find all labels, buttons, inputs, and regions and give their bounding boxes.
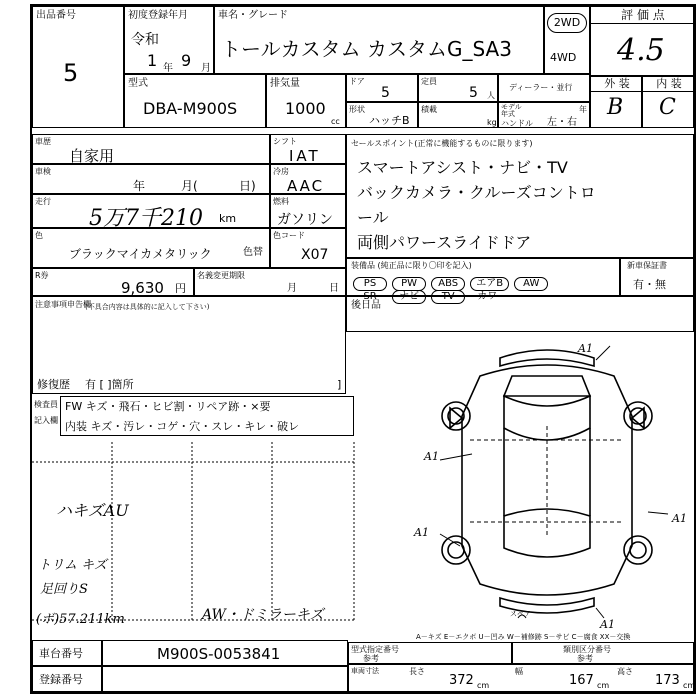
interior-cell	[642, 76, 694, 128]
mileage-label: 走行	[35, 197, 51, 206]
mileage-unit: km	[219, 212, 237, 225]
body-shape-label: 形状	[349, 105, 365, 114]
equipment-label: 装備品 (純正品に限り〇印を記入)	[351, 261, 472, 270]
color-value: ブラックマイカメタリック	[69, 247, 212, 261]
first-reg-year: 1	[147, 51, 158, 70]
fuel-cell	[270, 194, 346, 228]
color-code-cell	[270, 228, 346, 268]
lot-cell	[32, 6, 124, 128]
fuel-label: 燃料	[273, 197, 289, 206]
exterior-cell	[590, 76, 642, 128]
recycle-term-month: 月	[287, 283, 297, 294]
auction-sheet	[30, 4, 696, 694]
mark-right: A1	[672, 512, 687, 525]
frame-no-label-cell	[32, 640, 102, 666]
color-label: 色	[35, 231, 43, 240]
dealer-label: ディーラー・並行	[509, 83, 573, 92]
lot-label: 出品番号	[36, 10, 76, 21]
sales-line-2: バックカメラ・クルーズコントロ	[357, 183, 596, 202]
model-value: DBA-M900S	[143, 99, 238, 118]
equip-ps: PS	[353, 277, 387, 291]
equipment-cell	[346, 258, 620, 302]
mark-left-front: A1	[424, 450, 439, 463]
note-3: 足回りS	[40, 582, 88, 597]
mileage-value: 5万7千210	[89, 206, 203, 231]
displacement-value: 1000	[285, 99, 326, 118]
sales-points-cell	[346, 134, 694, 258]
warranty-label: 新車保証書	[627, 261, 667, 270]
capacity-label: 定員	[421, 77, 437, 86]
designation-cell	[348, 642, 512, 664]
recycle-term-cell	[194, 268, 346, 296]
equip-aw: AW	[514, 277, 548, 291]
warranty-value: 有・無	[633, 278, 666, 291]
sales-line-4: 両側パワースライドドア	[357, 233, 532, 252]
model-year-unit: 年	[579, 105, 587, 114]
frame-no-cell	[102, 640, 348, 666]
load-label: 積載	[421, 105, 437, 114]
damage-legend: A－キズ E－エクボ U－凹み W－補修跡 S－サビ C－腐食 XX－交換	[416, 633, 631, 641]
equip-airbag: エアB	[470, 277, 509, 291]
dims-label: 車両寸法	[351, 667, 379, 675]
drive-cell	[544, 6, 590, 74]
usage-label: 車歴	[35, 137, 51, 146]
checker-label-cell	[32, 398, 60, 434]
frame-no-value: M900S-0053841	[157, 645, 281, 663]
body-shape-cell	[346, 102, 418, 128]
aircon-label: 冷房	[273, 167, 289, 176]
reg-no-cell	[102, 666, 348, 692]
model-year-cell	[498, 102, 590, 128]
interior-label: 内 装	[643, 77, 695, 92]
recycle-cell	[32, 268, 194, 296]
checker-box	[60, 396, 354, 436]
load-cell	[418, 102, 498, 128]
designation-label: 型式指定番号	[351, 645, 399, 654]
postscript-label: 後日品	[351, 300, 381, 311]
dims-height-label: 高さ	[617, 667, 633, 676]
first-reg-month: 9	[181, 51, 192, 70]
capacity-value: 5	[469, 85, 478, 101]
equip-pw: PW	[392, 277, 426, 291]
displacement-label: 排気量	[270, 78, 300, 89]
equip-abs: ABS	[431, 277, 465, 291]
grade-label: 評 価 点	[591, 7, 695, 24]
displacement-unit: cc	[331, 117, 340, 126]
grade-value: 4.5	[617, 33, 665, 68]
inspection-cell	[32, 164, 270, 194]
spare-label: スペア	[510, 610, 531, 618]
category-label: 類別区分番号	[563, 645, 611, 654]
color-cell	[32, 228, 270, 268]
repair-value: 有 [ ]箇所	[85, 378, 134, 391]
handle-value: 左・右	[547, 117, 577, 128]
note-2: トリム キズ	[38, 558, 107, 573]
reg-no-label: 登録番号	[39, 673, 83, 686]
shift-cell	[270, 134, 346, 164]
dealer-cell	[498, 74, 590, 102]
car-name: トールカスタム カスタムG_SA3	[221, 37, 512, 61]
fuel-value: ガソリン	[277, 212, 333, 228]
interior-value: C	[659, 95, 676, 120]
aircon-value: AAC	[287, 177, 325, 195]
lot-number: 5	[63, 59, 79, 87]
dims-width: 167	[569, 673, 594, 688]
mark-rear: A1	[600, 618, 615, 631]
first-reg-label: 初度登録年月	[128, 10, 188, 21]
checker-row-1: FW キズ・飛石・ヒビ割・リペア跡・×要	[65, 400, 271, 413]
shift-label: シフト	[273, 137, 297, 146]
equip-tv: TV	[431, 290, 465, 304]
aircon-cell	[270, 164, 346, 194]
warranty-cell	[620, 258, 694, 296]
first-reg-month-unit: 月	[201, 63, 211, 74]
sales-points-text	[357, 155, 596, 255]
first-reg-cell	[124, 6, 214, 74]
dims-height: 173	[655, 673, 680, 688]
repair-bracket: ]	[337, 378, 342, 391]
notes-cell	[32, 296, 346, 394]
equip-leather: カワ	[477, 291, 498, 302]
capacity-unit: 人	[487, 91, 495, 100]
dims-length: 372	[449, 673, 474, 688]
exterior-value: B	[607, 95, 624, 120]
model-label: 型式	[128, 78, 148, 89]
postscript-cell	[346, 296, 694, 332]
color-code-value: X07	[301, 247, 329, 263]
first-reg-era: 令和	[131, 32, 159, 48]
sales-line-3: ール	[357, 208, 389, 227]
inspection-year-unit: 年	[133, 179, 146, 193]
inspection-day-unit: 日)	[239, 179, 256, 193]
car-diagram	[400, 336, 694, 626]
model-year-label: モデル年式	[501, 103, 522, 118]
doors-label: ドア	[349, 77, 365, 86]
equip-sr: SR	[363, 291, 377, 302]
car-name-label: 車名・グレード	[218, 10, 288, 21]
recycle-label: R券	[35, 271, 49, 280]
body-shape-value: ハッチB	[369, 114, 410, 127]
reg-no-label-cell	[32, 666, 102, 692]
dims-cell	[348, 664, 694, 692]
mileage-cell	[32, 194, 270, 231]
dims-length-label: 長さ	[409, 667, 425, 676]
checker-label-1: 検査員	[34, 400, 58, 409]
handle-label: ハンドル	[501, 119, 533, 128]
model-cell	[124, 74, 266, 128]
dims-height-unit: cm	[683, 681, 696, 690]
recycle-value: 9,630	[121, 279, 164, 297]
mark-left-rear: A1	[414, 526, 429, 539]
checker-row-2: 内装 キズ・汚レ・コゲ・穴・スレ・キレ・破レ	[65, 420, 300, 433]
category-sub: 参考	[577, 654, 593, 663]
note-5: AW・ドミラーキズ	[202, 607, 324, 623]
note-4: (ボ)57.211km	[36, 612, 125, 627]
equip-navi: ナビ	[392, 290, 426, 304]
doors-value: 5	[381, 85, 390, 101]
car-name-cell	[214, 6, 544, 74]
drive-2wd: 2WD	[547, 13, 587, 33]
capacity-cell	[418, 74, 498, 102]
recycle-unit: 円	[175, 282, 186, 295]
inspection-month-unit: 月(	[181, 179, 198, 193]
recycle-term-label: 名義変更期限	[197, 271, 245, 280]
color-code-label: 色コード	[273, 231, 305, 240]
inspection-label: 車検	[35, 167, 51, 176]
doors-cell	[346, 74, 418, 102]
sales-line-1: スマートアシスト・ナビ・TV	[357, 158, 568, 177]
color-change-label: 色替	[243, 247, 263, 258]
displacement-cell	[266, 74, 346, 128]
repair-label: 修復歴	[37, 378, 70, 391]
recycle-term-day: 日	[329, 283, 339, 294]
category-cell	[512, 642, 694, 664]
note-1: ハキズAU	[56, 501, 129, 520]
shift-value: IAT	[289, 147, 321, 165]
usage-cell	[32, 134, 270, 164]
notes-sub: (不具合内容は具体的に記入して下さい)	[85, 303, 210, 311]
drive-4wd: 4WD	[550, 51, 577, 64]
load-unit: kg	[487, 118, 497, 127]
frame-no-label: 車台番号	[39, 647, 83, 660]
dims-width-unit: cm	[597, 681, 610, 690]
dims-length-unit: cm	[477, 681, 490, 690]
notes-label: 注意事項申告欄	[35, 300, 91, 309]
checker-label-2: 記入欄	[34, 416, 58, 425]
grade-cell	[590, 6, 694, 76]
exterior-label: 外 装	[591, 77, 643, 92]
mark-front: A1	[578, 342, 593, 355]
usage-value: 自家用	[69, 147, 115, 165]
first-reg-year-unit: 年	[163, 63, 173, 74]
dims-width-label: 幅	[515, 667, 523, 676]
sales-points-label: セールスポイント(正常に機能するものに限ります)	[351, 139, 533, 148]
designation-sub: 参考	[363, 654, 379, 663]
